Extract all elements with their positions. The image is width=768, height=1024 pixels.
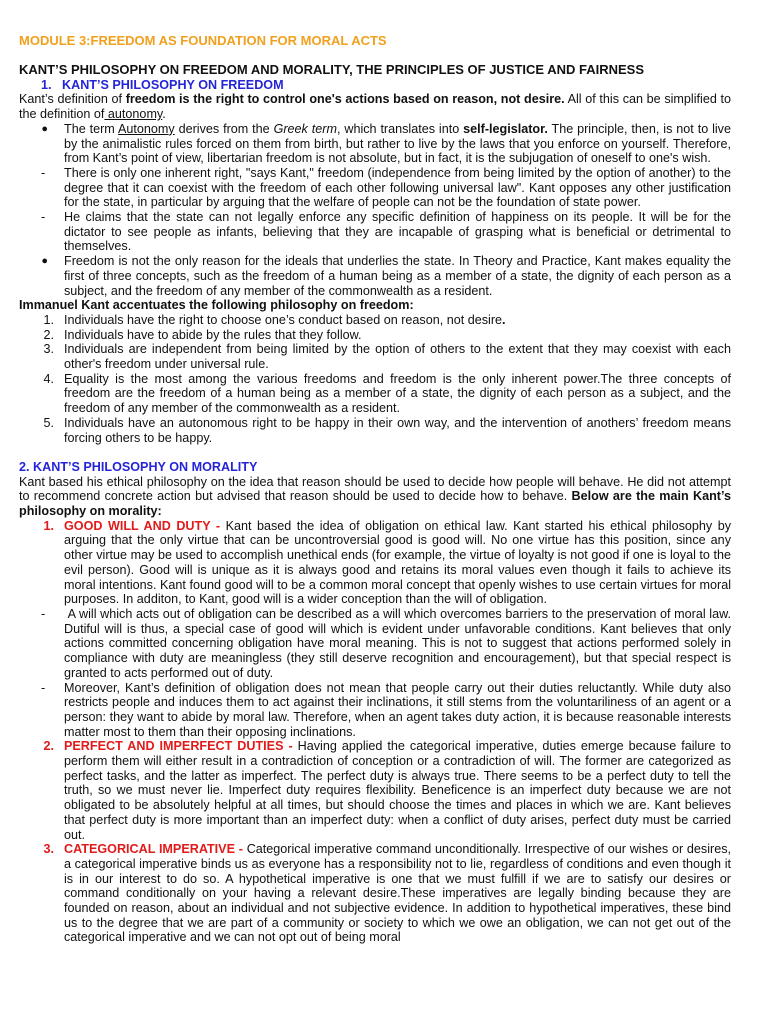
numbered-item: 3. CATEGORICAL IMPERATIVE - Categorical imperative command unconditionally. Irrespective of our wishes or desires, a categorical imperative binds us as everyone has a responsibility not to lie, regardless of conditions and even though it is in our interest to do so. A hypothetical imperative is one that we must fulfill if we are to satisfy our desires or command conditionally on your having a relevant desire.These imperatives are legally binding because they are founded on reason, about an individual and not subjective evidence. In addition to hypothetical imperatives, these bind us to the degree that we are part of a community or society to which we owe an obligation, we can not get out of the categorical imperative and we can not opt out of being moral xyxy=(43,842,731,945)
numbered-item: 2. PERFECT AND IMPERFECT DUTIES - Having applied the categorical imperative, duties emerge because failure to perform them will either result in a contradiction of conception or a contradiction of will. The former are categorized as perfect tasks, and the latter as imperfect. The perfect duty is always true. There seems to be a perfect duty to tell the truth, so we must never lie. Imperfect duty requires flexibility. Beneficence is an imperfect duty because we are not obligated to be absolutely helpful at all times, but should choose the times and places in which we are. Kant believes that perfect duty is more important than an imperfect duty: when a conflict of duty arises, perfect duty must be carried out. xyxy=(43,739,731,842)
main-heading: KANT’S PHILOSOPHY ON FREEDOM AND MORALITY, THE PRINCIPLES OF JUSTICE AND FAIRNESS xyxy=(19,62,645,77)
bullet-icon: ● xyxy=(41,122,48,135)
numbered-item: 2. Individuals have to abide by the rules that they follow. xyxy=(43,327,362,342)
list-item: - A will which acts out of obligation can be described as a will which overcomes barriers to the preservation of moral law. Dutiful will is thus, a special case of good will which is evident under unfavorable conditions. Kant believes that only actions committed concerning obligation have moral meaning. This is not to suggest that actions performed solely in compliance with duty are meaningless (they still deserve recognition and encouragement), but that special respect is granted to acts performed out of duty. xyxy=(41,607,731,680)
section2-heading: 2. KANT’S PHILOSOPHY ON MORALITY xyxy=(19,459,258,474)
section1-heading: 1. KANT’S PHILOSOPHY ON FREEDOM xyxy=(41,77,284,92)
numbered-item: 1. GOOD WILL AND DUTY - Kant based the idea of obligation on ethical law. Kant started his ethical philosophy by arguing that the only virtue that can be uncontroversial good is good will. No one virtue has this position, since any other virtue may be used to accomplish unethical ends (for example, the virtue of loyalty is not good if one is loyal to the evil person). Good will is unique as it is always good and retains its moral values even though it fails to achieve its moral intentions. Kant found good will to be a common moral concept that openly wishes to use certain virtues for moral purposes. In additon, to Kant, good will is a wider conception than the will of obligation. xyxy=(43,518,731,607)
section2-intro: Kant based his ethical philosophy on the idea that reason should be used to decide how people will behave. He did not attempt to recommend concrete action but advised that reason should be used to decide how to behave. Below are the main Kant’s philosophy on morality: xyxy=(19,474,732,519)
bullet-icon: ● xyxy=(41,255,48,268)
list-item: - There is only one inherent right, "says Kant," freedom (independence from being limited by the option of another) to the degree that it can coexist with the freedom of each other following universal law". Kant opposes any other justification for the state, in particular by arguing that the welfare of people can not be the foundation of state power. xyxy=(41,165,731,210)
list-item: - He claims that the state can not legally enforce any specific definition of happiness on its people. It will be for the dictator to see people as infants, believing that they are incapable of grasping what is beneficial or detrimental to themselves. xyxy=(41,210,731,254)
list-item: ● Freedom is not the only reason for the ideals that underlies the state. In Theory and Practice, Kant makes equality the first of three concepts, such as the freedom of a human being as a member of a state, the dignity of each person as a subject, and the freedom of any member of the commonwealth as a resident. xyxy=(19,254,731,298)
section1-intro: Kant’s definition of freedom is the right to control one's actions based on reason, not desire. All of this can be simplified to the definition of autonomy. xyxy=(19,92,732,122)
numbered-item: 3. Individuals are independent from being limited by the option of others to the extent that they may coexist with each other's freedom under universal rule. xyxy=(43,342,731,372)
numbered-item: 4. Equality is the most among the various freedoms and freedom is the only inherent power.The three concepts of freedom are the freedom of a human being as a member of a state, the dignity of each person as a subject, and the freedom of any member of the commonwealth as a resident. xyxy=(43,371,731,416)
list-item: - Moreover, Kant’s definition of obligation does not mean that people carry out their duties reluctantly. While duty also restricts people and induces them to act against their inclinations, it still stems from the voluntariliness of an agent or a person: they want to abide by moral law. Therefore, when an agent takes duty action, it is because reasonable interests matter most to them than their opposing inclinations. xyxy=(41,680,731,739)
module-title: MODULE 3:FREEDOM AS FOUNDATION FOR MORAL ACTS xyxy=(19,33,387,48)
list-item: ● The term Autonomy derives from the Greek term, which translates into self-legislator. The principle, then, is not to live by the animalistic rules forced on them from birth, but rather to live by the laws that you enforce on yourself. Therefore, from Kant’s point of view, libertarian freedom is not absolute, but in fact, it is the subjugation of oneself to one's wish. xyxy=(19,122,731,166)
numbered-item: 1. Individuals have the right to choose one’s conduct based on reason, not desire. xyxy=(43,312,506,327)
document-body xyxy=(19,63,731,945)
numbered-item: 5. Individuals have an autonomous right to be happy in their own way, and the intervention of anothers’ freedom means forcing others to be happy. xyxy=(43,415,731,445)
accentuates-heading: Immanuel Kant accentuates the following philosophy on freedom: xyxy=(19,298,414,313)
